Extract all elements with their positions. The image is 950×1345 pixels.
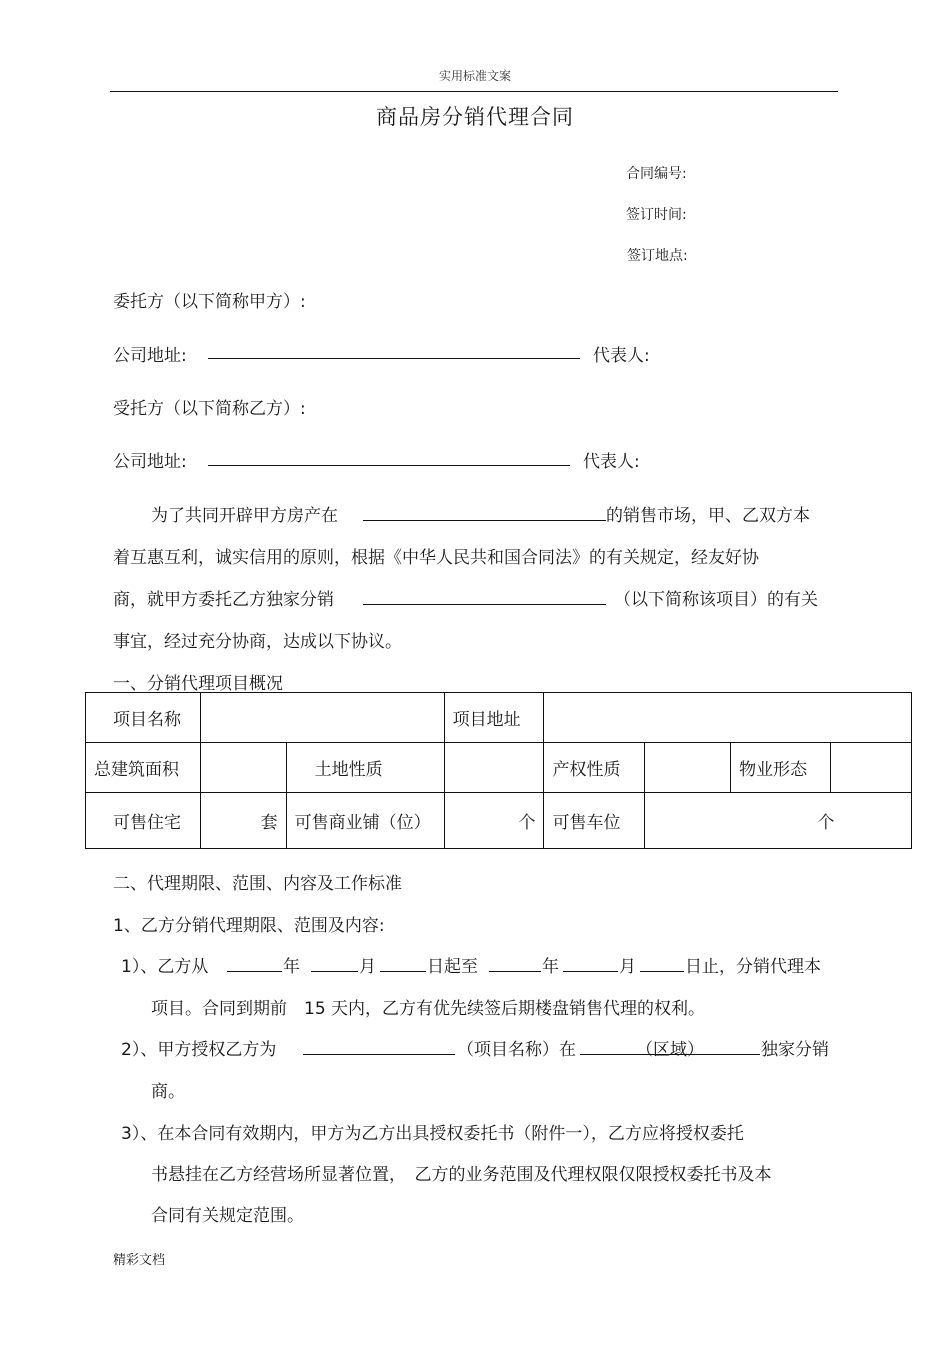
principal-rep-label: 代表人: bbox=[593, 346, 650, 366]
agent-label: 受托方（以下简称乙方）: bbox=[113, 399, 306, 419]
document-title: 商品房分销代理合同 bbox=[376, 105, 574, 129]
intro-line3-a: 商，就甲方委托乙方独家分销 bbox=[113, 590, 334, 610]
item1-line2: 项目。合同到期前 15 天内，乙方有优先续签后期楼盘销售代理的权利。 bbox=[151, 999, 706, 1019]
item1-day1: 日起至 bbox=[427, 957, 478, 977]
item1-day2: 日止，分销代理本 bbox=[685, 957, 821, 977]
cell-property-right-label: 产权性质 bbox=[544, 743, 645, 793]
cell-sellable-residence-unit: 套 bbox=[200, 793, 286, 849]
cell-property-right-value bbox=[645, 743, 731, 793]
page-footer: 精彩文档 bbox=[113, 1253, 166, 1268]
section2-heading: 二、代理期限、范围、内容及工作标准 bbox=[113, 874, 402, 894]
agent-address-label: 公司地址: bbox=[113, 452, 187, 472]
cell-project-name-value bbox=[200, 693, 444, 743]
agent-rep-label: 代表人: bbox=[583, 452, 640, 472]
cell-land-nature-label: 土地性质 bbox=[286, 743, 444, 793]
intro-line1-b: 的销售市场，甲、乙双方本 bbox=[606, 506, 810, 526]
cell-parking-label: 可售车位 bbox=[544, 793, 645, 849]
cell-total-area-value bbox=[200, 743, 286, 793]
cell-property-type-label: 物业形态 bbox=[731, 743, 831, 793]
item1-prefix: 1）、乙方从 bbox=[121, 957, 209, 977]
item2-exclusive: 独家分销 bbox=[761, 1040, 829, 1060]
principal-address-label: 公司地址: bbox=[113, 346, 187, 366]
intro-blank-2 bbox=[363, 604, 606, 605]
cell-land-nature-value bbox=[444, 743, 544, 793]
sign-time-label: 签订时间: bbox=[626, 207, 687, 223]
cell-total-area-label: 总建筑面积 bbox=[86, 743, 201, 793]
item3-line3: 合同有关规定范围。 bbox=[151, 1206, 304, 1226]
cell-sellable-shops-unit: 个 bbox=[444, 793, 544, 849]
cell-project-address-value bbox=[544, 693, 912, 743]
project-overview-table bbox=[85, 692, 912, 849]
principal-address-blank bbox=[208, 358, 580, 359]
cell-sellable-shops-label: 可售商业铺（位） bbox=[286, 793, 444, 849]
item2-line2: 商。 bbox=[151, 1082, 185, 1102]
intro-line1-a: 为了共同开辟甲方房产在 bbox=[151, 506, 338, 526]
cell-project-address-label: 项目地址 bbox=[444, 693, 544, 743]
section2-sub1: 1、乙方分销代理期限、范围及内容: bbox=[113, 916, 385, 936]
item3-line2: 书悬挂在乙方经营场所显著位置， 乙方的业务范围及代理权限仅限授权委托书及本 bbox=[151, 1165, 772, 1185]
cell-sellable-residence-label: 可售住宅 bbox=[86, 793, 201, 849]
item2-project-name: （项目名称）在 bbox=[457, 1040, 576, 1060]
cell-parking-unit: 个 bbox=[645, 793, 912, 849]
agent-address-blank bbox=[208, 465, 570, 466]
contract-number-label: 合同编号: bbox=[626, 166, 687, 182]
item1-month1: 月 bbox=[359, 957, 376, 977]
intro-line4: 事宜，经过充分协商，达成以下协议。 bbox=[113, 632, 402, 652]
page-header: 实用标准文案 bbox=[438, 69, 511, 83]
item2-region: （区域） bbox=[636, 1040, 704, 1060]
item2-blank-project bbox=[303, 1054, 455, 1055]
item1-blank-month2 bbox=[563, 971, 618, 972]
intro-line2: 着互惠互利，诚实信用的原则，根据《中华人民共和国合同法》的有关规定，经友好协 bbox=[113, 548, 759, 568]
item1-blank-day2 bbox=[640, 971, 684, 972]
item1-year2: 年 bbox=[542, 957, 559, 977]
item1-blank-day1 bbox=[380, 971, 426, 972]
item1-month2: 月 bbox=[619, 957, 636, 977]
item1-year1: 年 bbox=[283, 957, 300, 977]
item1-blank-month1 bbox=[311, 971, 358, 972]
intro-blank-1 bbox=[363, 520, 606, 521]
header-divider bbox=[110, 91, 838, 92]
item1-blank-year1 bbox=[227, 971, 282, 972]
table-row bbox=[86, 693, 912, 743]
item1-blank-year2 bbox=[489, 971, 541, 972]
section1-heading: 一、分销代理项目概况 bbox=[113, 674, 283, 694]
item2-prefix: 2）、甲方授权乙方为 bbox=[121, 1040, 277, 1060]
table-row bbox=[86, 743, 912, 793]
table-row bbox=[86, 793, 912, 849]
item3-line1: 3）、在本合同有效期内，甲方为乙方出具授权委托书（附件一），乙方应将授权委托 bbox=[121, 1124, 744, 1144]
cell-project-name-label: 项目名称 bbox=[86, 693, 201, 743]
sign-place-label: 签订地点: bbox=[627, 248, 688, 264]
principal-label: 委托方（以下简称甲方）: bbox=[113, 292, 306, 312]
intro-line3-b: （以下简称该项目）的有关 bbox=[614, 590, 818, 610]
cell-property-type-value bbox=[831, 743, 912, 793]
